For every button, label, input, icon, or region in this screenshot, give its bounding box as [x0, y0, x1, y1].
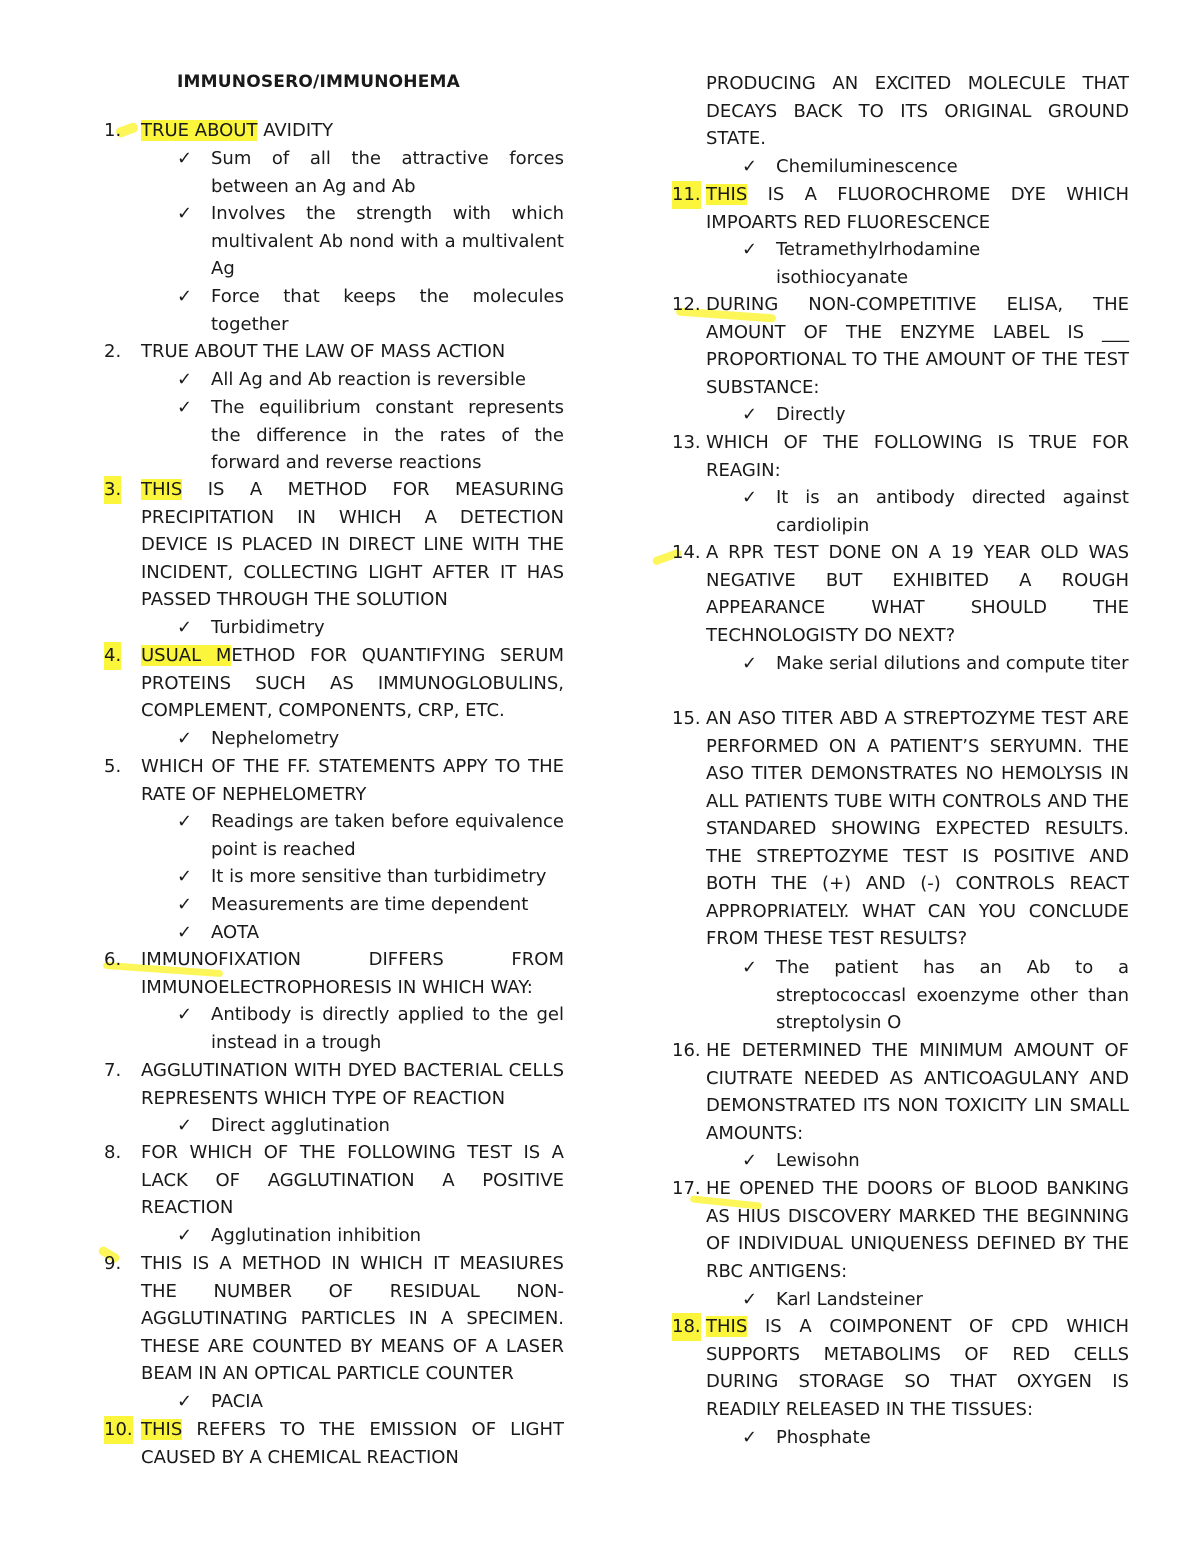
highlighted-text: THIS	[706, 1316, 748, 1337]
answer	[104, 808, 564, 863]
question-number: 16.	[672, 1040, 701, 1061]
question-text: ETHOD FOR QUANTIFYING SERUM PROTEINS SUCH AS IMMUNOGLOBULINS, COMPLEMENT, COMPONENTS, CRP, ETC.	[141, 645, 564, 721]
question-4	[104, 642, 564, 725]
answer-text: Lewisohn	[776, 1150, 860, 1171]
question-8	[104, 1139, 564, 1222]
answer	[104, 891, 564, 919]
answer	[104, 1112, 564, 1140]
question-text: IS A FLUOROCHROME DYE WHICH IMPOARTS RED FLUORESCENCE	[706, 184, 1129, 233]
question-number: 17.	[672, 1178, 701, 1199]
check-icon: ✓	[177, 811, 193, 832]
answer-text: Karl Landsteiner	[776, 1289, 923, 1310]
question-number: 11.	[672, 181, 701, 209]
check-icon: ✓	[177, 894, 193, 915]
question-text: HE OPENED THE DOORS OF BLOOD BANKING AS HIUS DISCOVERY MARKED THE BEGINNING OF INDIVIDUAL UNIQUENESS DEFINED BY THE RBC ANTIGENS:	[706, 1178, 1129, 1282]
answer	[104, 394, 564, 477]
answer-text: The patient has an Ab to a streptococcasl exoenzyme other than streptolysin O	[776, 957, 1129, 1033]
answer-text: All Ag and Ab reaction is reversible	[211, 369, 526, 390]
check-icon: ✓	[177, 148, 193, 169]
check-icon: ✓	[177, 922, 193, 943]
check-icon: ✓	[177, 617, 193, 638]
check-icon: ✓	[177, 1391, 193, 1412]
answer-text: It is an antibody directed against cardiolipin	[776, 487, 1129, 536]
answer-text: Sum of all the attractive forces between an Ag and Ab	[211, 148, 564, 197]
check-icon: ✓	[742, 239, 758, 260]
question-number: 15.	[672, 708, 701, 729]
check-icon: ✓	[177, 369, 193, 390]
check-icon: ✓	[177, 397, 193, 418]
question-text: A RPR TEST DONE ON A 19 YEAR OLD WAS NEGATIVE BUT EXHIBITED A ROUGH APPEARANCE WHAT SHOULD THE TECHNOLOGISTY DO NEXT?	[706, 542, 1129, 646]
question-text: AVIDITY	[257, 120, 334, 141]
check-icon: ✓	[177, 1115, 193, 1136]
answer	[104, 614, 564, 642]
question-3	[104, 476, 564, 614]
question-text: FOR WHICH OF THE FOLLOWING TEST IS A LACK OF AGGLUTINATION A POSITIVE REACTION	[141, 1142, 564, 1218]
question-number: 13.	[672, 432, 701, 453]
answer	[104, 919, 564, 947]
question-text: HE DETERMINED THE MINIMUM AMOUNT OF CIUTRATE NEEDED AS ANTICOAGULANY AND DEMONSTRATED ITS NON TOXICITY LIN SMALL AMOUNTS:	[706, 1040, 1129, 1144]
answer	[104, 145, 564, 200]
question-14	[672, 539, 1129, 649]
answer-text: PACIA	[211, 1391, 263, 1412]
highlighted-text: TRUE ABOUT	[141, 120, 258, 141]
answer	[672, 1424, 1129, 1452]
answer	[672, 954, 1129, 1037]
question-number: 9.	[104, 1253, 122, 1274]
answer	[672, 236, 1129, 291]
question-7	[104, 1057, 564, 1112]
question-text: AN ASO TITER ABD A STREPTOZYME TEST ARE PERFORMED ON A PATIENT’S SERYUMN. THE ASO TITER DEMONSTRATES NO HEMOLYSIS IN ALL PATIENTS TUBE WITH CONTROLS AND THE STANDARED SHOWING EXPECTED RESULTS. THE STREPTOZYME TEST IS POSITIVE AND BOTH THE (+) AND (-) CONTROLS REACT APPROPRIATELY. WHAT CAN YOU CONCLUDE FROM THESE TEST RESULTS?	[706, 708, 1129, 949]
question-6	[104, 946, 564, 1001]
highlighted-text: THIS	[141, 479, 183, 500]
answer-text: Readings are taken before equivalence point is reached	[211, 811, 564, 860]
check-icon: ✓	[742, 653, 758, 674]
question-18	[672, 1313, 1129, 1423]
answer-text: Antibody is directly applied to the gel instead in a trough	[211, 1004, 564, 1053]
question-number: 2.	[104, 341, 122, 362]
answer	[104, 1222, 564, 1250]
question-number: 3.	[104, 476, 121, 504]
answer-text: Direct agglutination	[211, 1115, 390, 1136]
answer	[104, 1388, 564, 1416]
question-5	[104, 753, 564, 808]
check-icon: ✓	[177, 1225, 193, 1246]
check-icon: ✓	[177, 728, 193, 749]
question-text: IS A COIMPONENT OF CPD WHICH SUPPORTS METABOLIMS OF RED CELLS DURING STORAGE SO THAT OXYGEN IS READILY RELEASED IN THE TISSUES:	[706, 1316, 1129, 1420]
check-icon: ✓	[742, 404, 758, 425]
answer	[104, 1001, 564, 1056]
check-icon: ✓	[742, 957, 758, 978]
answer-text: Measurements are time dependent	[211, 894, 529, 915]
check-icon: ✓	[742, 487, 758, 508]
question-13	[672, 429, 1129, 484]
question-text: AGGLUTINATION WITH DYED BACTERIAL CELLS REPRESENTS WHICH TYPE OF REACTION	[141, 1060, 564, 1109]
question-9	[104, 1250, 564, 1388]
answer	[672, 650, 1129, 678]
check-icon: ✓	[742, 1289, 758, 1310]
answer	[104, 725, 564, 753]
answer-text: Force that keeps the molecules together	[211, 286, 564, 335]
question-text: REFERS TO THE EMISSION OF LIGHT CAUSED BY A CHEMICAL REACTION	[141, 1419, 564, 1468]
answer-text: Turbidimetry	[211, 617, 325, 638]
check-icon: ✓	[742, 156, 758, 177]
answer	[672, 1286, 1129, 1314]
answer	[672, 484, 1129, 539]
question-text: THIS IS A METHOD IN WHICH IT MEASIURES THE NUMBER OF RESIDUAL NON-AGGLUTINATING PARTICLES IN A SPECIMEN. THESE ARE COUNTED BY MEANS OF A LASER BEAM IN AN OPTICAL PARTICLE COUNTER	[141, 1253, 564, 1384]
answer	[104, 200, 564, 283]
highlighted-text: USUAL M	[141, 645, 232, 666]
answer-text: Phosphate	[776, 1427, 871, 1448]
check-icon: ✓	[177, 203, 193, 224]
question-10	[104, 1416, 564, 1471]
question-1	[104, 117, 564, 145]
question-2	[104, 338, 564, 366]
highlighted-text: THIS	[706, 184, 748, 205]
question-text: IS A METHOD FOR MEASURING PRECIPITATION IN WHICH A DETECTION DEVICE IS PLACED IN DIRECT LINE WITH THE INCIDENT, COLLECTING LIGHT AFTER IT HAS PASSED THROUGH THE SOLUTION	[141, 479, 564, 610]
answer-text: Nephelometry	[211, 728, 340, 749]
check-icon: ✓	[177, 286, 193, 307]
question-number: 7.	[104, 1060, 122, 1081]
question-10-continued	[672, 70, 1129, 153]
question-number: 8.	[104, 1142, 122, 1163]
document-title: IMMUNOSERO/IMMUNOHEMA	[177, 72, 461, 92]
question-15	[672, 705, 1129, 953]
answer-text: Involves the strength with which multivalent Ab nond with a multivalent Ag	[211, 203, 564, 279]
question-number: 12.	[672, 294, 701, 315]
question-number: 6.	[104, 949, 122, 970]
question-text: WHICH OF THE FOLLOWING IS TRUE FOR REAGIN:	[706, 432, 1129, 481]
question-number: 10.	[104, 1416, 133, 1444]
answer-text: It is more sensitive than turbidimetry	[211, 866, 547, 887]
answer-text: AOTA	[211, 922, 260, 943]
check-icon: ✓	[742, 1427, 758, 1448]
answer-text: The equilibrium constant represents the difference in the rates of the forward and reverse reactions	[211, 397, 564, 473]
question-number: 5.	[104, 756, 122, 777]
question-11	[672, 181, 1129, 236]
check-icon: ✓	[177, 866, 193, 887]
check-icon: ✓	[177, 1004, 193, 1025]
answer	[672, 153, 1129, 181]
question-text: WHICH OF THE FF. STATEMENTS APPY TO THE RATE OF NEPHELOMETRY	[141, 756, 564, 805]
answer-text: Chemiluminescence	[776, 156, 958, 177]
question-number: 18.	[672, 1313, 701, 1341]
highlighted-text: THIS	[141, 1419, 183, 1440]
question-number: 1.	[104, 120, 122, 141]
question-number: 4.	[104, 642, 121, 670]
question-number: 14.	[672, 542, 701, 563]
answer	[104, 366, 564, 394]
answer-text: Directly	[776, 404, 846, 425]
question-text: DURING NON-COMPETITIVE ELISA, THE AMOUNT OF THE ENZYME LABEL IS ___ PROPORTIONAL TO THE AMOUNT OF THE TEST SUBSTANCE:	[706, 294, 1129, 398]
question-17	[672, 1175, 1129, 1285]
question-16	[672, 1037, 1129, 1147]
question-text: TRUE ABOUT THE LAW OF MASS ACTION	[141, 341, 506, 362]
answer-text: Make serial dilutions and compute titer	[776, 653, 1129, 674]
answer-text: Tetramethylrhodamine isothiocyanate	[776, 239, 981, 288]
check-icon: ✓	[742, 1150, 758, 1171]
answer	[104, 863, 564, 891]
question-text: IMMUNOFIXATION DIFFERS FROM IMMUNOELECTROPHORESIS IN WHICH WAY:	[141, 949, 564, 998]
question-text: PRODUCING AN EXCITED MOLECULE THAT DECAYS BACK TO ITS ORIGINAL GROUND STATE.	[706, 73, 1129, 149]
answer	[104, 283, 564, 338]
answer	[672, 1147, 1129, 1175]
answer	[672, 401, 1129, 429]
question-12	[672, 291, 1129, 401]
answer-text: Agglutination inhibition	[211, 1225, 421, 1246]
